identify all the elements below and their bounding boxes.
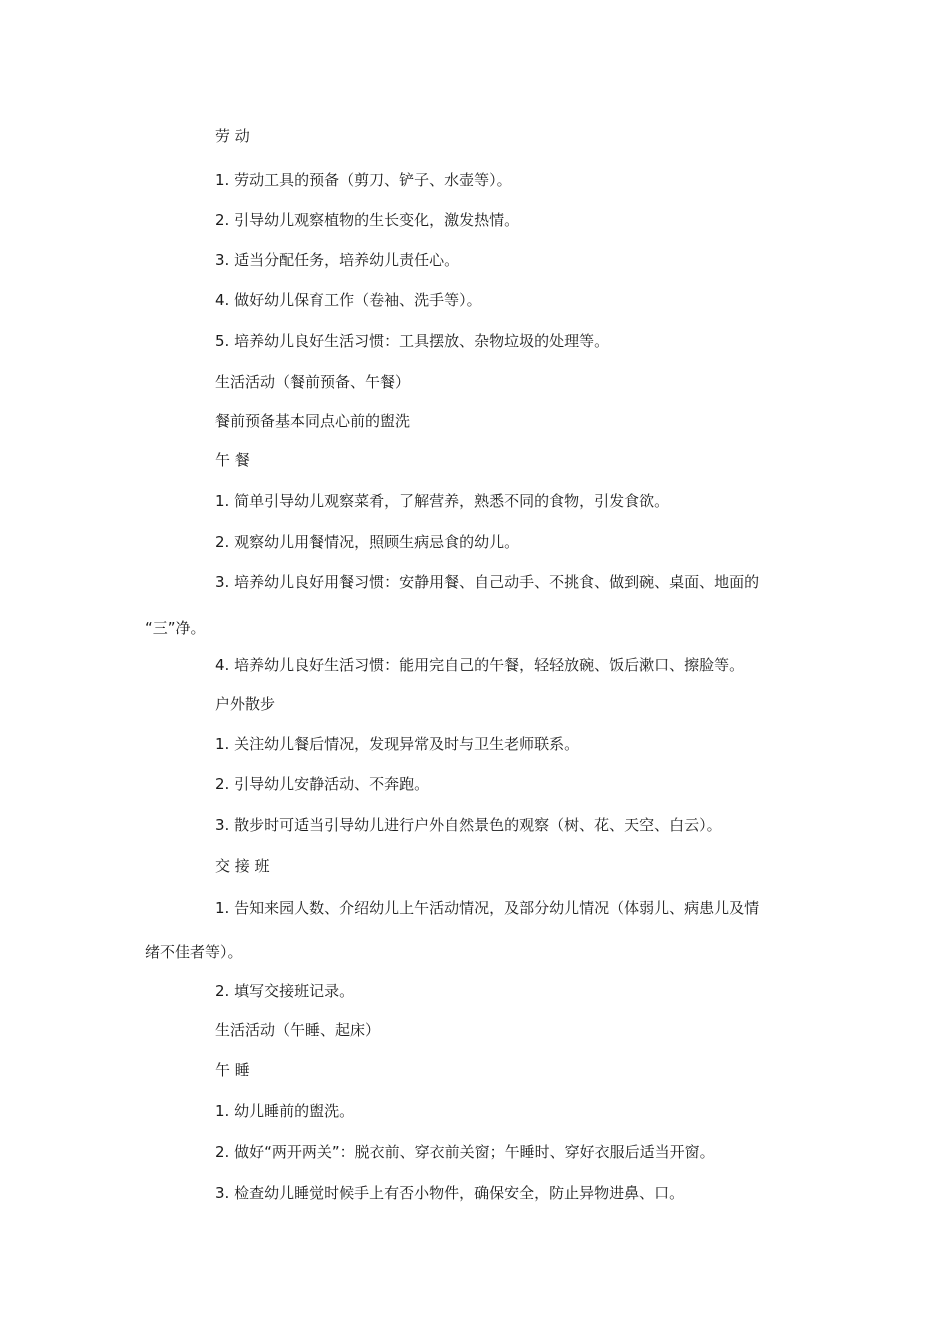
walk-item-3: 3. 散步时可适当引导幼儿进行户外自然景色的观察（树、花、天空、白云）。	[215, 816, 722, 834]
walk-item-2: 2. 引导幼儿安静活动、不奔跑。	[215, 775, 430, 793]
lunch-item-3-continued: “三”净。	[145, 619, 206, 637]
handover-item-1: 1. 告知来园人数、介绍幼儿上午活动情况，及部分幼儿情况（体弱儿、病患儿及情	[215, 899, 760, 917]
nap-item-2: 2. 做好“两开两关”：脱衣前、穿衣前关窗；午睡时、穿好衣服后适当开窗。	[215, 1143, 715, 1161]
lunch-item-1: 1. 简单引导幼儿观察菜肴，了解营养，熟悉不同的食物，引发食欲。	[215, 492, 670, 510]
walk-item-1: 1. 关注幼儿餐后情况，发现异常及时与卫生老师联系。	[215, 735, 580, 753]
heading-handover: 交 接 班	[215, 857, 270, 875]
nap-item-3: 3. 检查幼儿睡觉时候手上有否小物件，确保安全，防止异物进鼻、口。	[215, 1184, 685, 1202]
labor-item-5: 5. 培养幼儿良好生活习惯：工具摆放、杂物垃圾的处理等。	[215, 332, 610, 350]
heading-walk: 户外散步	[215, 695, 276, 713]
heading-nap-section: 生活活动（午睡、起床）	[215, 1021, 381, 1039]
nap-item-1: 1. 幼儿睡前的盥洗。	[215, 1102, 355, 1120]
heading-labor: 劳 动	[215, 127, 250, 145]
heading-meal-prep: 生活活动（餐前预备、午餐）	[215, 373, 411, 391]
handover-item-1-continued: 绪不佳者等）。	[145, 943, 243, 961]
heading-lunch: 午 餐	[215, 451, 250, 469]
lunch-item-2: 2. 观察幼儿用餐情况，照顾生病忌食的幼儿。	[215, 533, 520, 551]
labor-item-3: 3. 适当分配任务，培养幼儿责任心。	[215, 251, 460, 269]
labor-item-2: 2. 引导幼儿观察植物的生长变化，激发热情。	[215, 211, 520, 229]
handover-item-2: 2. 填写交接班记录。	[215, 982, 355, 1000]
meal-prep-note: 餐前预备基本同点心前的盥洗	[215, 412, 411, 430]
labor-item-1: 1. 劳动工具的预备（剪刀、铲子、水壶等）。	[215, 171, 512, 189]
lunch-item-4: 4. 培养幼儿良好生活习惯：能用完自己的午餐，轻轻放碗、饭后漱口、擦脸等。	[215, 656, 745, 674]
lunch-item-3: 3. 培养幼儿良好用餐习惯：安静用餐、自己动手、不挑食、做到碗、桌面、地面的	[215, 573, 760, 591]
labor-item-4: 4. 做好幼儿保育工作（卷袖、洗手等）。	[215, 291, 482, 309]
heading-nap: 午 睡	[215, 1061, 250, 1079]
